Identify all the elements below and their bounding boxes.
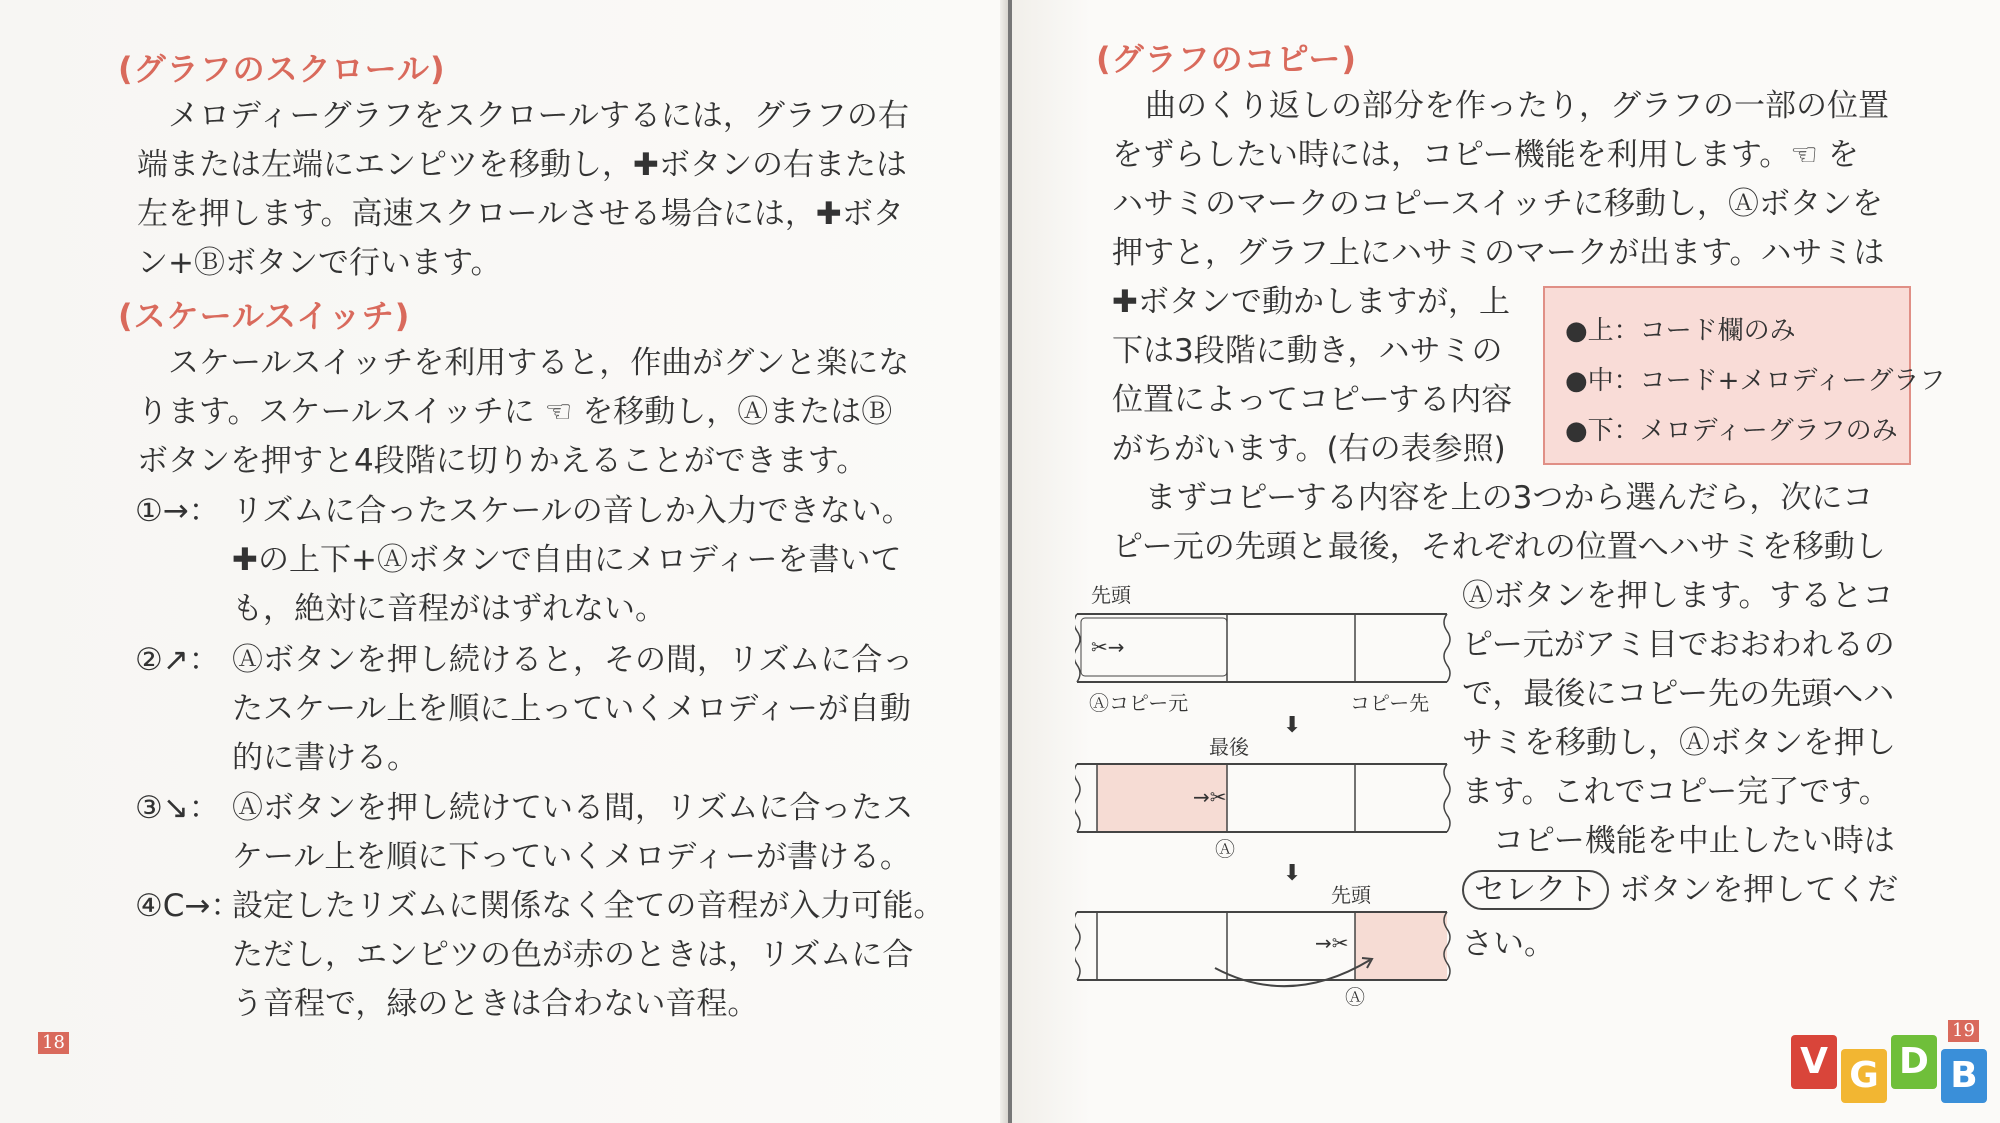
diagram-panel-3 xyxy=(1075,912,1450,986)
diagram-head-label-2: 先頭 xyxy=(1331,883,1371,907)
copy-text-line: をずらしたい時には，コピー機能を利用します。☜ を xyxy=(1112,137,1859,173)
scale-switch-heading: (スケールスイッチ) xyxy=(118,297,411,335)
diagram-panel-1 xyxy=(1075,614,1450,682)
scale-item-label: ③↘： xyxy=(135,790,220,826)
copy-text-line: サミを移動し，Ⓐボタンを押し xyxy=(1462,725,1896,761)
scroll-text-line: 端または左端にエンピツを移動し，✚ボタンの右または xyxy=(137,147,907,183)
copy-text-line: さい。 xyxy=(1462,926,1555,962)
diagram-last-label: 最後 xyxy=(1209,735,1249,759)
scale-item-line: リズムに合ったスケールの音しか入力できない。 xyxy=(232,493,913,529)
copy-diagram xyxy=(1075,578,1455,1010)
copy-text-line: ます。これでコピー完了です。 xyxy=(1462,774,1890,810)
scale-item-line: 設定したリズムに関係なく全ての音程が入力可能。 xyxy=(232,888,945,924)
copy-text-line: ピー元がアミ目でおおわれるの xyxy=(1462,627,1895,663)
scale-item-line: Ⓐボタンを押し続けている間，リズムに合ったス xyxy=(232,790,914,826)
scissor-icon: →✂ xyxy=(1315,931,1349,955)
legend-item-middle: ●中：コード+メロディーグラフ xyxy=(1565,366,1946,396)
scale-item-line: ただし，エンピツの色が赤のときは，リズムに合 xyxy=(232,937,914,973)
scale-item-line: ケール上を順に下っていくメロディーが書ける。 xyxy=(232,839,911,875)
book-gutter xyxy=(1000,0,1008,1123)
page-number-left: 18 xyxy=(38,1032,69,1054)
copy-text-line: 位置によってコピーする内容 xyxy=(1112,382,1513,418)
scale-text-line: ります。スケールスイッチに ☜ を移動し，ⒶまたはⒷ xyxy=(137,394,893,430)
select-text-tail: ボタンを押してくだ xyxy=(1619,872,1899,908)
down-arrow-icon: ⬇ xyxy=(1283,861,1302,886)
select-button-label: セレクト xyxy=(1462,870,1609,910)
scale-item-line: ✚の上下+Ⓐボタンで自由にメロディーを書いて xyxy=(232,542,902,578)
page-number-right: 19 xyxy=(1948,1020,1979,1042)
down-arrow-icon: ⬇ xyxy=(1283,713,1302,738)
legend-item-top: ●上：コード欄のみ xyxy=(1565,316,1796,346)
copy-text-line: まずコピーする内容を上の3つから選んだら，次にコ xyxy=(1145,480,1874,516)
copy-heading: (グラフのコピー) xyxy=(1096,40,1357,78)
logo-letter-d: D xyxy=(1891,1035,1937,1089)
scroll-heading: (グラフのスクロール) xyxy=(118,50,446,88)
logo-letter-v: V xyxy=(1791,1035,1837,1089)
vgdb-logo xyxy=(1791,1019,1991,1119)
scale-item-line: も，絶対に音程がはずれない。 xyxy=(232,591,666,627)
legend-item-bottom: ●下：メロディーグラフのみ xyxy=(1565,416,1898,446)
scale-item-label: ④C→： xyxy=(135,888,242,924)
scale-text-line: ボタンを押すと4段階に切りかえることができます。 xyxy=(137,443,868,479)
scale-item-line: たスケール上を順に上っていくメロディーが自動 xyxy=(232,691,911,727)
scissor-position-legend xyxy=(1543,286,1946,465)
scale-item-line: Ⓐボタンを押し続けると，その間，リズムに合っ xyxy=(232,642,914,678)
copy-text-line: ピー元の先頭と最後，それぞれの位置へハサミを移動し xyxy=(1112,529,1886,565)
copy-text-line: で，最後にコピー先の先頭へハ xyxy=(1462,676,1895,712)
scroll-text-line: ン+Ⓑボタンで行います。 xyxy=(137,245,502,281)
diagram-panel-2 xyxy=(1075,764,1450,832)
scale-item-line: う音程で，緑のときは合わない音程。 xyxy=(232,986,759,1022)
diagram-source-label: Ⓐコピー元 xyxy=(1089,691,1189,715)
logo-letter-g: G xyxy=(1841,1049,1887,1103)
scroll-text-line: メロディーグラフをスクロールするには，グラフの右 xyxy=(168,98,909,134)
scale-item-label: ①→： xyxy=(135,493,220,529)
copy-text-line: ✚ボタンで動かしますが，上 xyxy=(1112,284,1510,320)
copy-text-line: 押すと，グラフ上にハサミのマークが出ます。ハサミは xyxy=(1112,235,1885,271)
copy-text-line: 曲のくり返しの部分を作ったり，グラフの一部の位置 xyxy=(1145,88,1889,124)
copy-text-line xyxy=(1462,866,1898,915)
scissor-icon: →✂ xyxy=(1193,785,1227,809)
diagram-dest-label: コピー先 xyxy=(1350,691,1430,715)
scissor-icon: ✂→ xyxy=(1091,635,1125,659)
copy-text-line: がちがいます。(右の表参照) xyxy=(1112,431,1506,467)
copy-text-line: 下は3段階に動き，ハサミの xyxy=(1112,333,1503,369)
scroll-text-line: 左を押します。高速スクロールさせる場合には，✚ボタ xyxy=(137,196,904,232)
copy-text-line: Ⓐボタンを押します。するとコ xyxy=(1462,578,1894,614)
scale-item-line: 的に書ける。 xyxy=(232,740,418,776)
copy-text-line: ハサミのマークのコピースイッチに移動し，Ⓐボタンを xyxy=(1112,186,1883,222)
diagram-a-label: Ⓐ xyxy=(1345,985,1365,1009)
diagram-a-label: Ⓐ xyxy=(1215,837,1235,861)
scale-item-label: ②↗： xyxy=(135,642,220,678)
logo-letter-b: B xyxy=(1941,1049,1987,1103)
diagram-head-label: 先頭 xyxy=(1091,583,1131,607)
copy-text-line: コピー機能を中止したい時は xyxy=(1462,823,1895,859)
scale-text-line: スケールスイッチを利用すると，作曲がグンと楽にな xyxy=(168,345,910,381)
